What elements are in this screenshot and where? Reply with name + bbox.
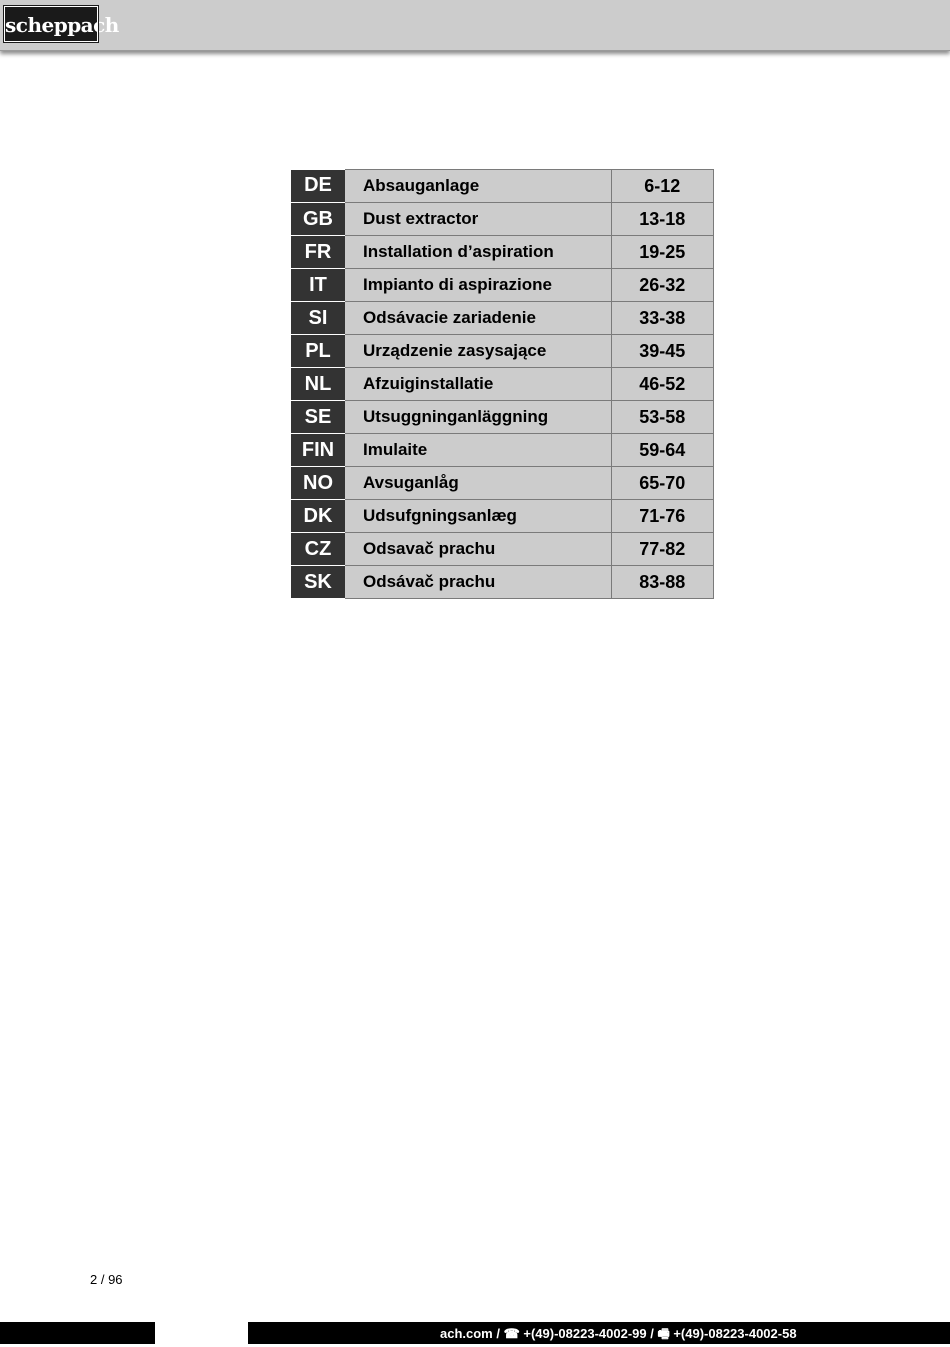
toc-row[interactable] xyxy=(291,401,714,434)
language-code: IT xyxy=(291,269,345,302)
toc-row[interactable] xyxy=(291,533,714,566)
manual-title: Afzuiginstallatie xyxy=(345,368,611,401)
language-code: DE xyxy=(291,170,345,203)
language-table-of-contents xyxy=(291,169,714,599)
page-range: 71-76 xyxy=(611,500,714,533)
language-code: FR xyxy=(291,236,345,269)
footer-bar-left xyxy=(0,1322,155,1344)
toc-row[interactable] xyxy=(291,302,714,335)
toc-row[interactable] xyxy=(291,236,714,269)
language-code: SE xyxy=(291,401,345,434)
manual-title: Udsufgningsanlæg xyxy=(345,500,611,533)
page-range: 83-88 xyxy=(611,566,714,599)
scheppach-logo: scheppach xyxy=(4,6,98,42)
page-range: 39-45 xyxy=(611,335,714,368)
toc-row[interactable] xyxy=(291,203,714,236)
manual-title: Impianto di aspirazione xyxy=(345,269,611,302)
language-code: NO xyxy=(291,467,345,500)
manual-title: Absauganlage xyxy=(345,170,611,203)
page-range: 6-12 xyxy=(611,170,714,203)
manual-title: Urządzenie zasysające xyxy=(345,335,611,368)
toc-row[interactable] xyxy=(291,500,714,533)
footer-bar-right xyxy=(248,1322,950,1344)
page-range: 46-52 xyxy=(611,368,714,401)
language-code: SK xyxy=(291,566,345,599)
page-range: 33-38 xyxy=(611,302,714,335)
page-number: 2 / 96 xyxy=(90,1272,123,1287)
manual-title: Odsavač prachu xyxy=(345,533,611,566)
manual-title: Odsávacie zariadenie xyxy=(345,302,611,335)
toc-row[interactable] xyxy=(291,434,714,467)
manual-title: Utsuggninganläggning xyxy=(345,401,611,434)
language-code: GB xyxy=(291,203,345,236)
manual-title: Avsuganlåg xyxy=(345,467,611,500)
page-range: 53-58 xyxy=(611,401,714,434)
page-range: 77-82 xyxy=(611,533,714,566)
manual-title: Imulaite xyxy=(345,434,611,467)
page-range: 13-18 xyxy=(611,203,714,236)
toc-row[interactable] xyxy=(291,170,714,203)
manual-title: Dust extractor xyxy=(345,203,611,236)
manual-title: Installation d’aspiration xyxy=(345,236,611,269)
language-code: FIN xyxy=(291,434,345,467)
language-code: DK xyxy=(291,500,345,533)
header-bar xyxy=(0,0,950,51)
language-code: PL xyxy=(291,335,345,368)
page-range: 59-64 xyxy=(611,434,714,467)
toc-row[interactable] xyxy=(291,467,714,500)
page-range: 19-25 xyxy=(611,236,714,269)
toc-row[interactable] xyxy=(291,269,714,302)
page-range: 26-32 xyxy=(611,269,714,302)
page-range: 65-70 xyxy=(611,467,714,500)
language-code: SI xyxy=(291,302,345,335)
language-code: CZ xyxy=(291,533,345,566)
toc-row[interactable] xyxy=(291,566,714,599)
toc-row[interactable] xyxy=(291,368,714,401)
manual-title: Odsávač prachu xyxy=(345,566,611,599)
toc-row[interactable] xyxy=(291,335,714,368)
language-code: NL xyxy=(291,368,345,401)
footer-contact-text: ach.com / ☎ +(49)-08223-4002-99 / 🖷 +(49)-08223-4002-58 xyxy=(440,1326,797,1341)
